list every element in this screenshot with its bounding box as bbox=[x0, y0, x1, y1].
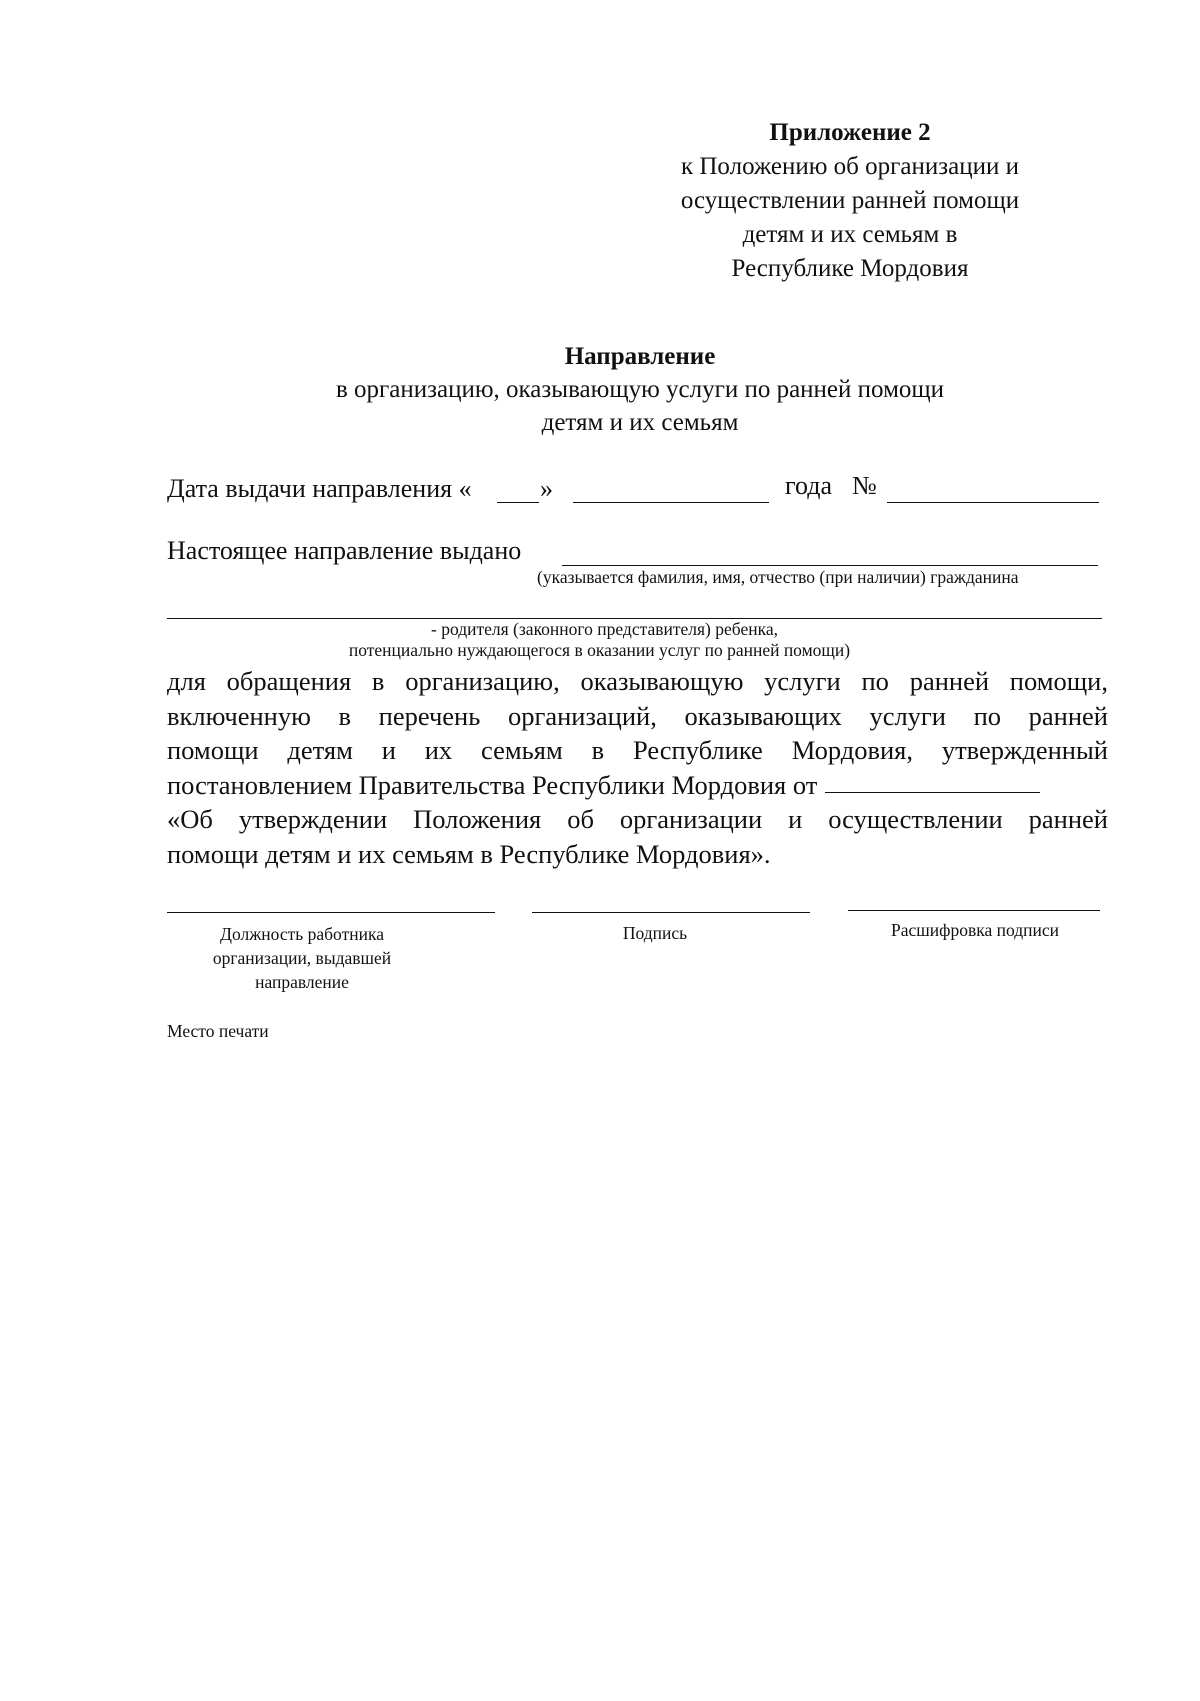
issued-to-hint2-line: потенциально нуждающегося в оказании услуг по ранней помощи) bbox=[348, 640, 851, 660]
issued-to-label: Настоящее направление выдано bbox=[167, 536, 522, 565]
issued-to-field[interactable] bbox=[562, 538, 1098, 566]
issue-date-label: Дата выдачи направления « bbox=[167, 474, 472, 503]
word: в bbox=[338, 700, 352, 731]
paragraph-row bbox=[167, 733, 1108, 768]
issued-to-hint2-line: - родителя (законного представителя) ребенка, bbox=[431, 619, 778, 639]
paragraph-row bbox=[167, 837, 1108, 872]
word: Республике bbox=[632, 735, 763, 765]
word: Положения bbox=[413, 804, 542, 834]
number-sign: № bbox=[852, 471, 877, 500]
caption-line: организации, выдавшей bbox=[212, 948, 392, 968]
appendix-line: к Положению об организации и bbox=[680, 153, 1019, 180]
caption-line: Должность работника bbox=[220, 924, 384, 944]
word: обращения bbox=[226, 666, 352, 696]
paragraph-row bbox=[167, 699, 1108, 734]
appendix-line: детям и их семьям в bbox=[742, 221, 958, 248]
word: для bbox=[167, 666, 206, 696]
paragraph-row bbox=[167, 768, 1108, 803]
word: организации bbox=[619, 804, 763, 834]
word: услуги bbox=[764, 666, 841, 696]
word: организацию, bbox=[405, 666, 560, 696]
heading-line: детям и их семьям bbox=[541, 409, 739, 436]
stamp-place-label: Место печати bbox=[167, 1021, 269, 1041]
paragraph-row bbox=[167, 802, 1108, 837]
year-label: года bbox=[785, 471, 833, 500]
word: в bbox=[371, 666, 385, 696]
word: и bbox=[381, 735, 396, 765]
signature-line[interactable] bbox=[532, 912, 810, 913]
word: утверждении bbox=[238, 804, 388, 834]
main-paragraph bbox=[167, 664, 1108, 871]
word: об bbox=[567, 804, 594, 834]
document-title: Направление bbox=[564, 343, 716, 370]
appendix-title: Приложение 2 bbox=[769, 119, 931, 146]
issued-to-hint2 bbox=[167, 619, 1102, 661]
position-caption bbox=[167, 922, 437, 994]
word: помощи bbox=[167, 735, 259, 765]
word: оказывающую bbox=[580, 666, 744, 696]
decoding-caption: Расшифровка подписи bbox=[891, 920, 1059, 940]
word: утвержденный bbox=[941, 735, 1108, 765]
issued-to-hint: (указывается фамилия, имя, отчество (при наличии) гражданина bbox=[537, 567, 1019, 587]
word: перечень bbox=[378, 700, 481, 731]
word: и bbox=[788, 804, 803, 834]
signature-caption: Подпись bbox=[622, 923, 688, 943]
word: детям bbox=[287, 735, 353, 765]
heading-line: в организацию, оказывающую услуги по ранней помощи bbox=[335, 376, 945, 403]
word: включенную bbox=[167, 700, 311, 731]
word: по bbox=[973, 700, 1002, 731]
word: их bbox=[424, 735, 453, 765]
word: семьям bbox=[481, 735, 563, 765]
decoding-signature-line[interactable] bbox=[848, 910, 1100, 911]
word: помощи, bbox=[1009, 666, 1108, 696]
month-field[interactable] bbox=[573, 474, 769, 503]
resolution-date-field[interactable] bbox=[825, 768, 1040, 793]
number-field[interactable] bbox=[887, 474, 1099, 503]
word: ранней bbox=[1028, 700, 1108, 731]
issued-to-field-line2[interactable] bbox=[167, 590, 1102, 619]
word: Мордовия, bbox=[791, 735, 913, 765]
document-heading bbox=[200, 340, 1080, 439]
day-quote-close: » bbox=[540, 474, 553, 503]
word: осуществлении bbox=[828, 804, 1003, 834]
word: организаций, bbox=[507, 700, 657, 731]
word: ранней bbox=[909, 666, 990, 696]
word: по bbox=[861, 666, 889, 696]
word: «Об bbox=[167, 804, 213, 834]
caption-line: направление bbox=[255, 972, 349, 992]
paragraph-text: помощи детям и их семьям в Республике Мордовия». bbox=[167, 838, 771, 869]
day-field[interactable] bbox=[497, 474, 539, 503]
word: ранней bbox=[1028, 804, 1108, 834]
word: услуги bbox=[869, 700, 946, 731]
word: оказывающих bbox=[684, 700, 842, 731]
paragraph-text: постановлением Правительства Республики Мордовия от bbox=[167, 769, 818, 800]
appendix-line: Республике Мордовия bbox=[731, 255, 969, 282]
position-signature-line[interactable] bbox=[167, 912, 495, 913]
paragraph-row bbox=[167, 664, 1108, 699]
appendix-line: осуществлении ранней помощи bbox=[680, 187, 1020, 214]
appendix-header bbox=[640, 116, 1060, 286]
word: в bbox=[591, 735, 605, 765]
